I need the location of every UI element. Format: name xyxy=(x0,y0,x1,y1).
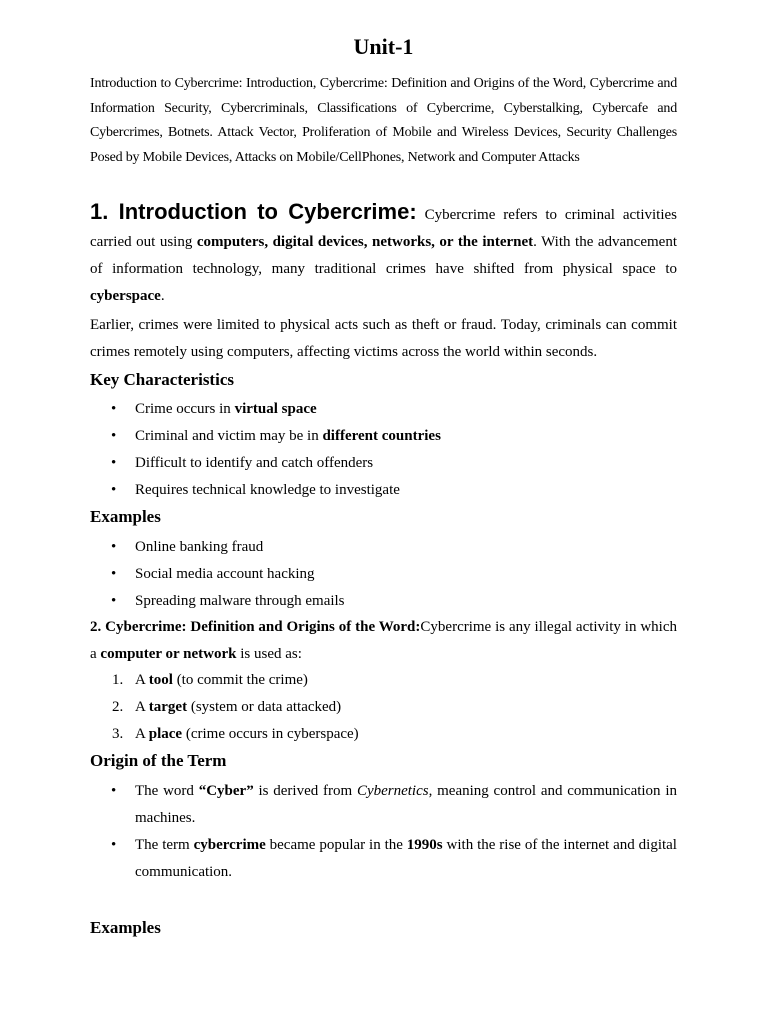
list-item xyxy=(90,694,677,721)
list-item-bold: virtual space xyxy=(234,401,317,417)
section-1-text-d: cyberspace xyxy=(90,288,161,304)
list-item xyxy=(90,450,677,477)
list-item-bold: tool xyxy=(148,672,173,688)
list-item-text: The term xyxy=(135,837,194,853)
bullet-icon: • xyxy=(111,837,117,853)
syllabus-paragraph: Introduction to Cybercrime: Introduction, Cybercrime: Definition and Origins of the Word, Cybercrime and Information Security, Cybercriminals, Classifications of Cybercrime, Cyberstalking, Cybercafe and Cybercrimes, Botnets. Attack Vector, Proliferation of Mobile and Wireless Devices, Security Challenges Posed by Mobile Devices, Attacks on Mobile/CellPhones, Network and Computer Attacks xyxy=(90,76,677,165)
bullet-icon: • xyxy=(111,455,117,471)
list-item-text: Difficult to identify and catch offenders xyxy=(135,455,374,471)
section-1-text-a: Cybercrime refers to criminal activities carried out using xyxy=(90,207,677,250)
list-item-text: is derived from xyxy=(253,783,357,799)
list-item xyxy=(90,832,677,886)
key-characteristics-heading: Key Characteristics xyxy=(90,370,234,389)
list-item-text: Crime occurs in xyxy=(135,401,235,417)
list-item-bold: place xyxy=(148,726,183,742)
list-item-text: , meaning control and communication in machines. xyxy=(135,783,678,826)
bullet-icon: • xyxy=(111,428,117,444)
list-item-bold: 1990s xyxy=(406,837,443,853)
list-item-text: The word xyxy=(135,783,199,799)
section-1-text-c: . With the advancement of information technology, many traditional crimes have shifted from physical space to xyxy=(90,234,677,277)
list-item-text: A xyxy=(135,699,149,715)
section-2-heading: 2. Cybercrime: Definition and Origins of the Word: xyxy=(90,619,421,635)
section-2-text-b: computer or network xyxy=(100,646,237,662)
origin-list xyxy=(90,778,677,886)
list-item xyxy=(90,667,677,694)
key-characteristics-list xyxy=(90,396,677,504)
list-item-text: Requires technical knowledge to investigate xyxy=(135,482,400,498)
list-number: 3. xyxy=(112,726,124,742)
list-item-text: Spreading malware through emails xyxy=(135,593,345,609)
list-item xyxy=(90,588,677,615)
section-1-heading: 1. Introduction to Cybercrime: xyxy=(90,199,417,224)
list-item-text: (system or data attacked) xyxy=(187,699,342,715)
list-item xyxy=(90,561,677,588)
section-1-text-e: . xyxy=(160,288,165,304)
examples-heading: Examples xyxy=(90,507,161,526)
section-1-intro xyxy=(90,198,677,310)
list-item-italic: Cybernetics xyxy=(356,783,429,799)
section-2-intro xyxy=(90,614,677,668)
section-1-text-b: computers, digital devices, networks, or the internet xyxy=(196,234,534,250)
bullet-icon: • xyxy=(111,539,117,555)
list-item-text: A xyxy=(135,672,149,688)
list-item-bold: target xyxy=(148,699,188,715)
list-item xyxy=(90,423,677,450)
list-item-bold: cybercrime xyxy=(193,837,266,853)
page-title: Unit-1 xyxy=(353,34,414,59)
list-item-text: Social media account hacking xyxy=(135,566,315,582)
examples-list xyxy=(90,534,677,615)
list-item xyxy=(90,778,677,832)
list-item-text: Criminal and victim may be in xyxy=(135,428,323,444)
list-number: 1. xyxy=(112,672,124,688)
section-2-text-c: is used as: xyxy=(236,646,302,662)
list-item-bold: different countries xyxy=(322,428,441,444)
list-item xyxy=(90,477,677,504)
bullet-icon: • xyxy=(111,783,117,799)
list-item-text: with the rise of the internet and digital communication. xyxy=(135,837,677,880)
origin-heading: Origin of the Term xyxy=(90,751,227,770)
list-number: 2. xyxy=(112,699,124,715)
list-item-text: (to commit the crime) xyxy=(172,672,308,688)
bullet-icon: • xyxy=(111,482,117,498)
list-item-text: became popular in the xyxy=(265,837,407,853)
examples-heading-2: Examples xyxy=(90,918,161,937)
bullet-icon: • xyxy=(111,566,117,582)
bullet-icon: • xyxy=(111,593,117,609)
list-item-text: Online banking fraud xyxy=(135,539,264,555)
section-1-paragraph-2: Earlier, crimes were limited to physical acts such as theft or fraud. Today, criminals can commit crimes remotely using computers, affecting victims across the world within seconds. xyxy=(90,317,677,360)
list-item xyxy=(90,396,677,423)
list-item-text: A xyxy=(135,726,149,742)
uses-numbered-list xyxy=(90,667,677,748)
list-item-text: (crime occurs in cyberspace) xyxy=(182,726,359,742)
section-2-text-a: Cybercrime is any illegal activity in which a xyxy=(90,619,677,662)
list-item xyxy=(90,721,677,748)
list-item xyxy=(90,534,677,561)
bullet-icon: • xyxy=(111,401,117,417)
list-item-bold: “Cyber” xyxy=(198,783,254,799)
